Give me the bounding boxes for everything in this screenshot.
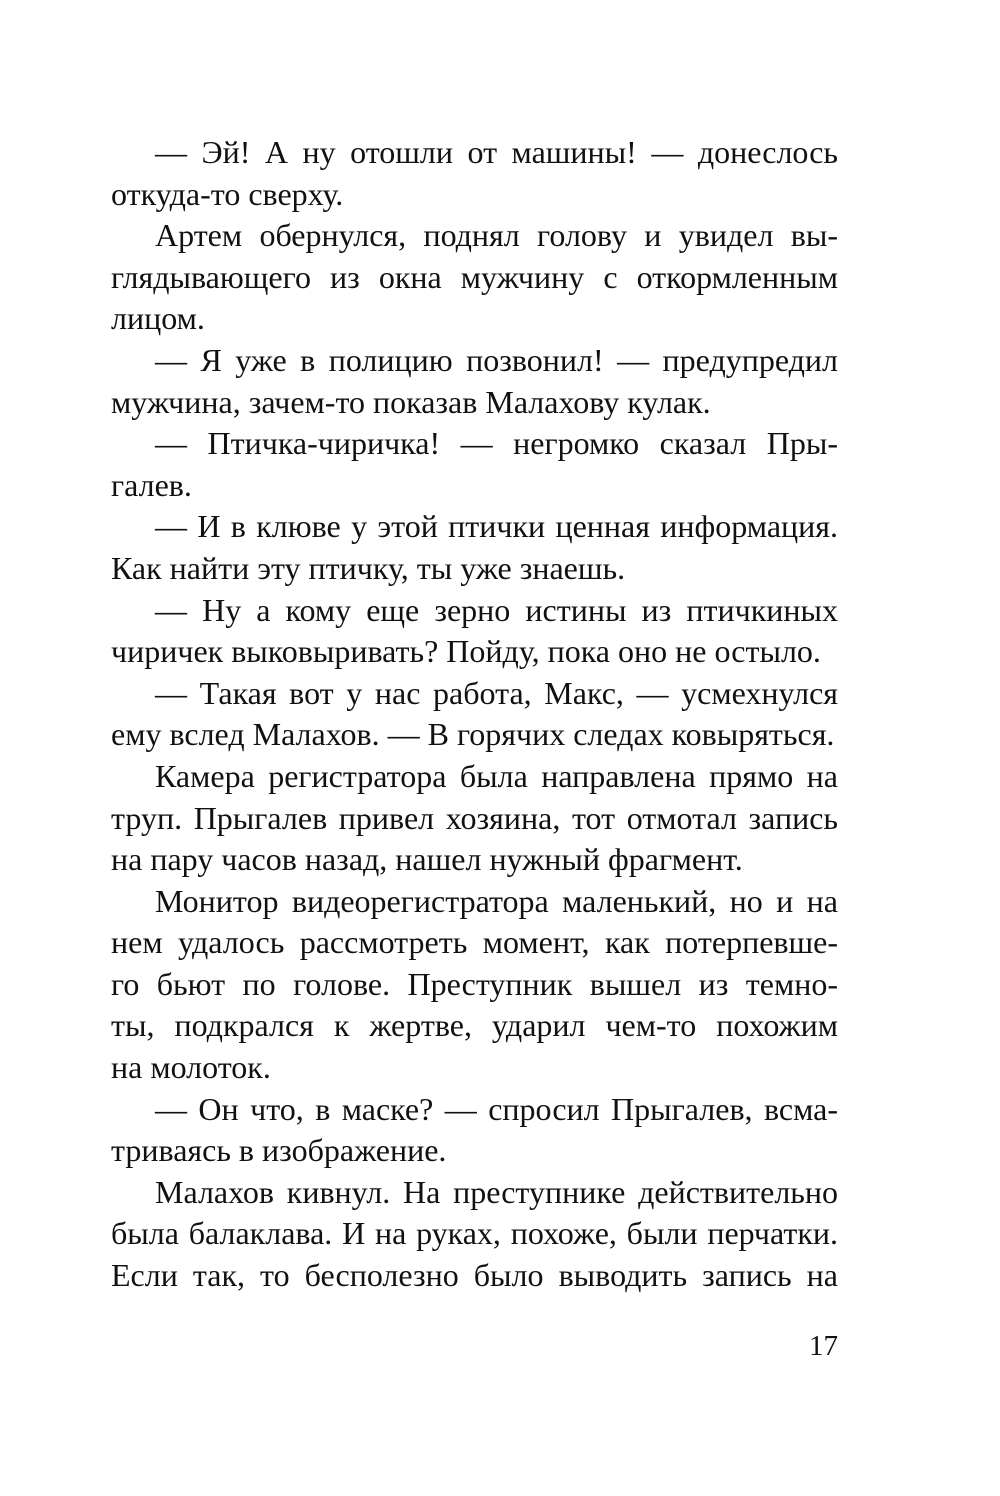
paragraph [111,1089,838,1172]
text-line: Монитор видеорегистратора маленький, но и на [155,882,838,919]
paragraph [111,1172,838,1297]
page-number: 17 [809,1330,838,1362]
paragraph [111,423,838,506]
text-line: — Такая вот у нас работа, Макс, — усмехнулся [155,674,838,711]
text-line: — Ну а кому еще зерно истины из птичкиных [155,591,838,628]
text-line: Как найти эту птичку, ты уже знаешь. [111,549,626,586]
text-line: труп. Прыгалев привел хозяина, тот отмотал запись [111,799,838,836]
text-line: на пару часов назад, нашел нужный фрагмент. [111,841,743,878]
text-line: чиричек выковыривать? Пойду, пока оно не остыло. [111,633,821,670]
text-line: — Эй! А ну отошли от машины! — донеслось [155,134,838,170]
text-line: — Птичка-чиричка! — негромко сказал Пры- [155,425,838,462]
text-line: откуда-то сверху. [111,175,344,212]
text-line: мужчина, зачем-то показав Малахову кулак. [111,383,711,420]
paragraph [111,506,838,589]
text-line: го бьют по голове. Преступник вышел из темно- [111,965,838,1002]
text-line: — Он что, в маске? — спросил Прыгалев, всма- [155,1090,838,1127]
paragraph [111,590,838,673]
paragraph [111,340,838,423]
text-line: ему вслед Малахов. — В горячих следах ковыряться. [111,716,835,753]
text-line: Камера регистратора была направлена прямо на [155,757,838,794]
text-line: галев. [111,466,192,503]
text-line: на молоток. [111,1049,271,1086]
text-line: Малахов кивнул. На преступнике действительно [155,1173,838,1210]
text-line: была балаклава. И на руках, похоже, были перчатки. [111,1215,838,1252]
paragraph [111,215,838,340]
text-line: нем удалось рассмотреть момент, как потерпевше- [111,924,838,961]
text-line: Если так, то бесполезно было выводить запись на [111,1257,838,1294]
paragraph [111,756,838,881]
text-line: глядывающего из окна мужчину с откормленным [111,258,838,295]
text-line: ты, подкрался к жертве, ударил чем-то похожим [111,1007,838,1044]
text-line: триваясь в изображение. [111,1132,447,1169]
text-line: — И в клюве у этой птички ценная информация. [155,508,838,545]
paragraph [111,881,838,1089]
page-text [111,132,838,1297]
text-line: — Я уже в полицию позвонил! — предупредил [155,341,838,378]
text-line: Артем обернулся, поднял голову и увидел вы- [155,217,838,254]
text-line: лицом. [111,300,205,337]
paragraph [111,132,838,215]
paragraph [111,673,838,756]
